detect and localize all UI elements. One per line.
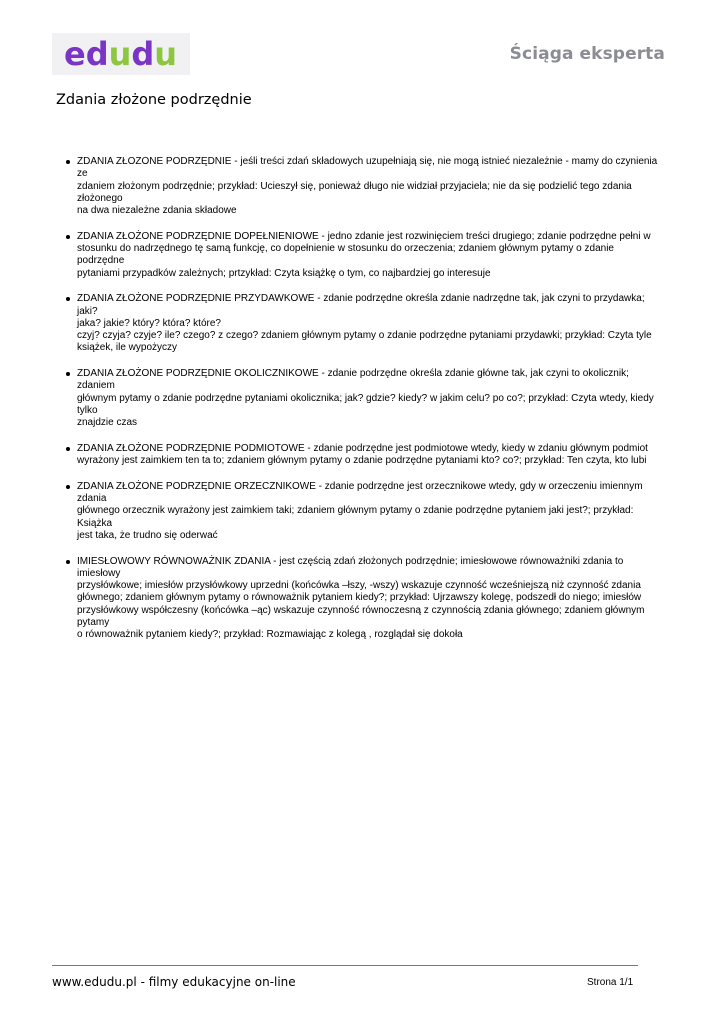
page-title: Zdania złożone podrzędnie: [56, 92, 252, 108]
svg-text:edudu: edudu: [64, 35, 178, 73]
list-item-text: IMIESŁOWOWY RÓWNOWAŻNIK ZDANIA - jest częścią zdań złożonych podrzędnie; imiesłowowe równoważniki zdania to imiesłowy przysłówkowe; imiesłów przysłówkowy uprzedni (końcówka –łszy, -wszy) wskazuje czynność wcześniejszą niż czynność zdania głównego; zdaniem głównym pytamy o równoważnik pytaniem kiedy?; przykład: Ujrzawszy kolegę, podszedł do niego; imiesłów przysłówkowy współczesny (końcówka –ąc) wskazuje czynność równoczesną z czynnością zdania głównego; zdaniem głównym pytamy o równoważnik pytaniem kiedy?; przykład: Rozmawiając z kolegą , rozglądał się dokoła: [77, 555, 645, 641]
list-item: [66, 481, 664, 542]
list-item-text: ZDANIA ZŁOŻONE PODRZĘDNIE ORZECZNIKOWE - zdanie podrzędne jest orzecznikowe wtedy, gdy w orzeczeniu imiennym zdania głównego orzecznik wyrażony jest zaimkiem taki; zdaniem głównym pytamy o zdanie podrzędne pytaniem jaki jest?; przykład: Książka jest taka, że trudno się oderwać: [77, 480, 643, 541]
list-item: [66, 293, 664, 354]
edudu-logo: [62, 35, 182, 75]
bullet-icon: [66, 447, 70, 451]
list-item: [66, 556, 664, 642]
bullet-icon: [66, 297, 70, 301]
list-item: [66, 156, 664, 217]
bullet-icon: [66, 560, 70, 564]
list-item: [66, 368, 664, 429]
list-item-text: ZDANIA ZŁOŻONE PODRZĘDNIE PRZYDAWKOWE - zdanie podrzędne określa zdanie nadrzędne tak, jak czyni to przydawka; jaki? jaka? jakie? który? która? które? czyj? czyja? czyje? ile? czego? z czego? zdaniem głównym pytamy o zdanie podrzędne pytaniami przydawki; przykład: Czyta tyle książek, ile wypożyczy: [77, 293, 652, 354]
bullet-icon: [66, 160, 70, 164]
list-item-text: ZDANIA ZŁOŻONE PODRZĘDNIE OKOLICZNIKOWE - zdanie podrzędne określa zdanie główne tak, jak czyni to okolicznik; zdaniem głównym pytamy o zdanie podrzędne pytaniami okolicznika; jak? gdzie? kiedy? w jakim celu? po co?; przykład: Czyta wtedy, kiedy tylko znajdzie czas: [77, 368, 654, 429]
bullet-icon: [66, 235, 70, 239]
bullet-icon: [66, 372, 70, 376]
list-item-text: ZDANIA ZŁOŻONE PODRZĘDNIE DOPEŁNIENIOWE - jedno zdanie jest rozwinięciem treści drugiego; zdanie podrzędne pełni w stosunku do nadrzędnego tę samą funkcję, co dopełnienie w stosunku do orzeczenia; zdaniem głównym pytamy o zdanie podrzędne pytaniami przypadków zależnych; prtzykład: Czyta książkę o tym, co najbardziej go interesuje: [77, 230, 651, 279]
list-item: [66, 443, 664, 468]
bullet-icon: [66, 485, 70, 489]
header-title: Ściąga eksperta: [509, 44, 665, 64]
footer-divider: [52, 965, 638, 966]
list-item: [66, 231, 664, 280]
bullet-list: [66, 156, 664, 655]
page-number: Strona 1/1: [587, 977, 634, 988]
footer-website[interactable]: www.edudu.pl - filmy edukacyjne on-line: [52, 975, 296, 989]
list-item-text: ZDANIA ZŁOZONE PODRZĘDNIE - jeśli treści zdań składowych uzupełniają się, nie mogą istnieć niezależnie - mamy do czynienia ze zdaniem złożonym podrzędnie; przykład: Ucieszył się, ponieważ długo nie widział przyjaciela; nie da się podzielić tego zdania złożonego na dwa niezależne zdania składowe: [77, 156, 658, 217]
list-item-text: ZDANIA ZŁOŻONE PODRZĘDNIE PODMIOTOWE - zdanie podrzędne jest podmiotowe wtedy, kiedy w zdaniu głównym podmiot wyrażony jest zaimkiem ten ta to; zdaniem głównym pytamy o zdanie podrzędne pytaniami kto? co?; przykład: Ten czyta, kto lubi: [77, 442, 648, 467]
